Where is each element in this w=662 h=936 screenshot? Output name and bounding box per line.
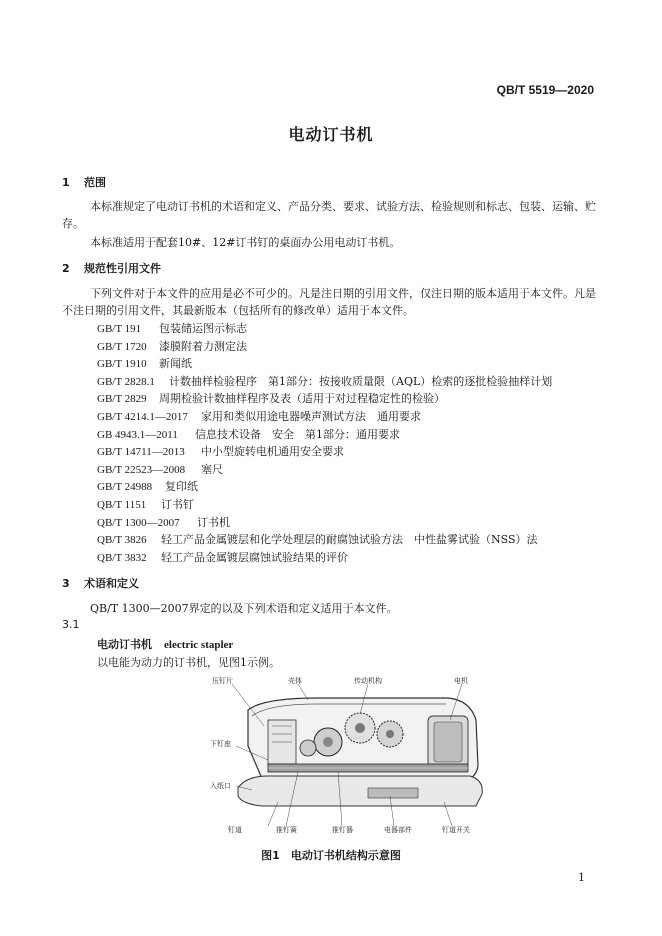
ref-title: 订书机 bbox=[197, 515, 230, 529]
reference-item bbox=[97, 355, 552, 373]
section-1-heading bbox=[62, 174, 106, 190]
ref-title: 包装储运图示标志 bbox=[159, 322, 247, 335]
standard-code: QB/T 5519—2020 bbox=[496, 83, 594, 97]
ref-code: QB/T 1300—2007 bbox=[97, 516, 180, 529]
section-title: 术语和定义 bbox=[84, 577, 139, 590]
reference-item bbox=[97, 478, 552, 496]
label-shell: 壳体 bbox=[288, 677, 302, 685]
ref-title: 轻工产品金属镀层和化学处理层的耐腐蚀试验方法 中性盐雾试验（NSS）法 bbox=[161, 533, 538, 547]
label-lower-seat: 下钉座 bbox=[210, 740, 231, 748]
ref-code: QB/T 3832 bbox=[97, 551, 147, 564]
label-drive: 传动机构 bbox=[354, 677, 382, 685]
label-paper-inlet: 入纸口 bbox=[210, 782, 231, 790]
section-title: 范围 bbox=[84, 176, 106, 189]
ref-title: 周期检验计数抽样程序及表（适用于对过程稳定性的检验） bbox=[159, 392, 445, 406]
ref-code: GB/T 24988 bbox=[97, 481, 153, 494]
ref-title: 家用和类似用途电器噪声测试方法 通用要求 bbox=[201, 409, 421, 423]
section-number: 1 bbox=[62, 176, 70, 189]
term-definition: 以电能为动力的订书机，见图1示例。 bbox=[97, 656, 280, 669]
ref-title: 新闻纸 bbox=[159, 357, 192, 371]
ref-title: 信息技术设备 安全 第1部分：通用要求 bbox=[195, 427, 400, 441]
reference-item bbox=[97, 373, 552, 391]
reference-item bbox=[97, 320, 552, 338]
section-number: 2 bbox=[62, 262, 70, 275]
ref-title: 中小型旋转电机通用安全要求 bbox=[201, 445, 344, 459]
label-pusher: 推钉器 bbox=[332, 826, 353, 834]
ref-title: 漆膜附着力测定法 bbox=[159, 339, 247, 353]
stapler-diagram bbox=[208, 676, 500, 838]
section-2-heading bbox=[62, 260, 161, 276]
ref-code: QB/T 1151 bbox=[97, 498, 147, 511]
ref-title: 订书钉 bbox=[161, 497, 194, 511]
ref-code: GB/T 22523—2008 bbox=[97, 463, 186, 476]
ref-title: 计数抽样检验程序 第1部分：按接收质量限（AQL）检索的逐批检验抽样计划 bbox=[169, 374, 553, 388]
reference-item bbox=[97, 514, 552, 532]
term-name-en: electric stapler bbox=[164, 639, 234, 651]
page-number: 1 bbox=[578, 871, 585, 884]
label-electric-parts: 电器部件 bbox=[384, 826, 412, 834]
ref-code: GB/T 191 bbox=[97, 323, 142, 335]
reference-item bbox=[97, 443, 552, 461]
label-pusher-spring: 推钉簧 bbox=[276, 826, 297, 834]
ref-code: GB 4943.1—2011 bbox=[97, 428, 178, 441]
reference-item bbox=[97, 390, 552, 408]
scope-paragraph-1: 本标准规定了电动订书机的术语和定义、产品分类、要求、试验方法、检验规则和标志、包装、运输、贮存。 bbox=[62, 200, 596, 230]
reference-item bbox=[97, 496, 552, 514]
reference-item bbox=[97, 338, 552, 356]
ref-code: GB/T 1720 bbox=[97, 340, 147, 353]
figure-caption: 图1 电动订书机结构示意图 bbox=[261, 849, 401, 862]
label-nail-track: 钉道 bbox=[228, 826, 242, 834]
section-number: 3 bbox=[62, 577, 70, 590]
reference-item bbox=[97, 408, 552, 426]
section-3-heading bbox=[62, 575, 139, 591]
term-name-cn: 电动订书机 bbox=[97, 638, 152, 651]
ref-code: GB/T 14711—2013 bbox=[97, 446, 185, 459]
ref-title: 轻工产品金属镀层腐蚀试验结果的评价 bbox=[161, 550, 348, 564]
term-number: 3.1 bbox=[62, 618, 80, 631]
label-press-plate: 压钉片 bbox=[212, 677, 233, 685]
term-heading bbox=[97, 636, 233, 652]
stapler-illustration bbox=[208, 676, 500, 838]
ref-title: 复印纸 bbox=[165, 480, 198, 494]
ref-title: 塞尺 bbox=[201, 462, 223, 476]
reference-list bbox=[97, 320, 552, 566]
ref-code: QB/T 3826 bbox=[97, 534, 147, 547]
scope-paragraph-2: 本标准适用于配套10#、12#订书钉的桌面办公用电动订书机。 bbox=[90, 236, 401, 249]
document-title: 电动订书机 bbox=[288, 125, 374, 144]
reference-item bbox=[97, 531, 552, 549]
terms-intro: QB/T 1300—2007界定的以及下列术语和定义适用于本文件。 bbox=[90, 602, 398, 615]
ref-code: GB/T 1910 bbox=[97, 358, 147, 371]
reference-item bbox=[97, 426, 552, 444]
ref-code: GB/T 2829 bbox=[97, 393, 147, 406]
refs-intro: 下列文件对于本文件的应用是必不可少的。凡是注日期的引用文件，仅注日期的版本适用于本文件。凡是不注日期的引用文件，其最新版本（包括所有的修改单）适用于本文件。 bbox=[62, 287, 596, 317]
label-track-switch: 钉道开关 bbox=[442, 826, 470, 834]
label-motor: 电机 bbox=[454, 677, 468, 685]
section-title: 规范性引用文件 bbox=[84, 262, 161, 275]
ref-code: GB/T 2828.1 bbox=[97, 375, 155, 388]
reference-item bbox=[97, 549, 552, 567]
ref-code: GB/T 4214.1—2017 bbox=[97, 410, 188, 423]
reference-item bbox=[97, 461, 552, 479]
